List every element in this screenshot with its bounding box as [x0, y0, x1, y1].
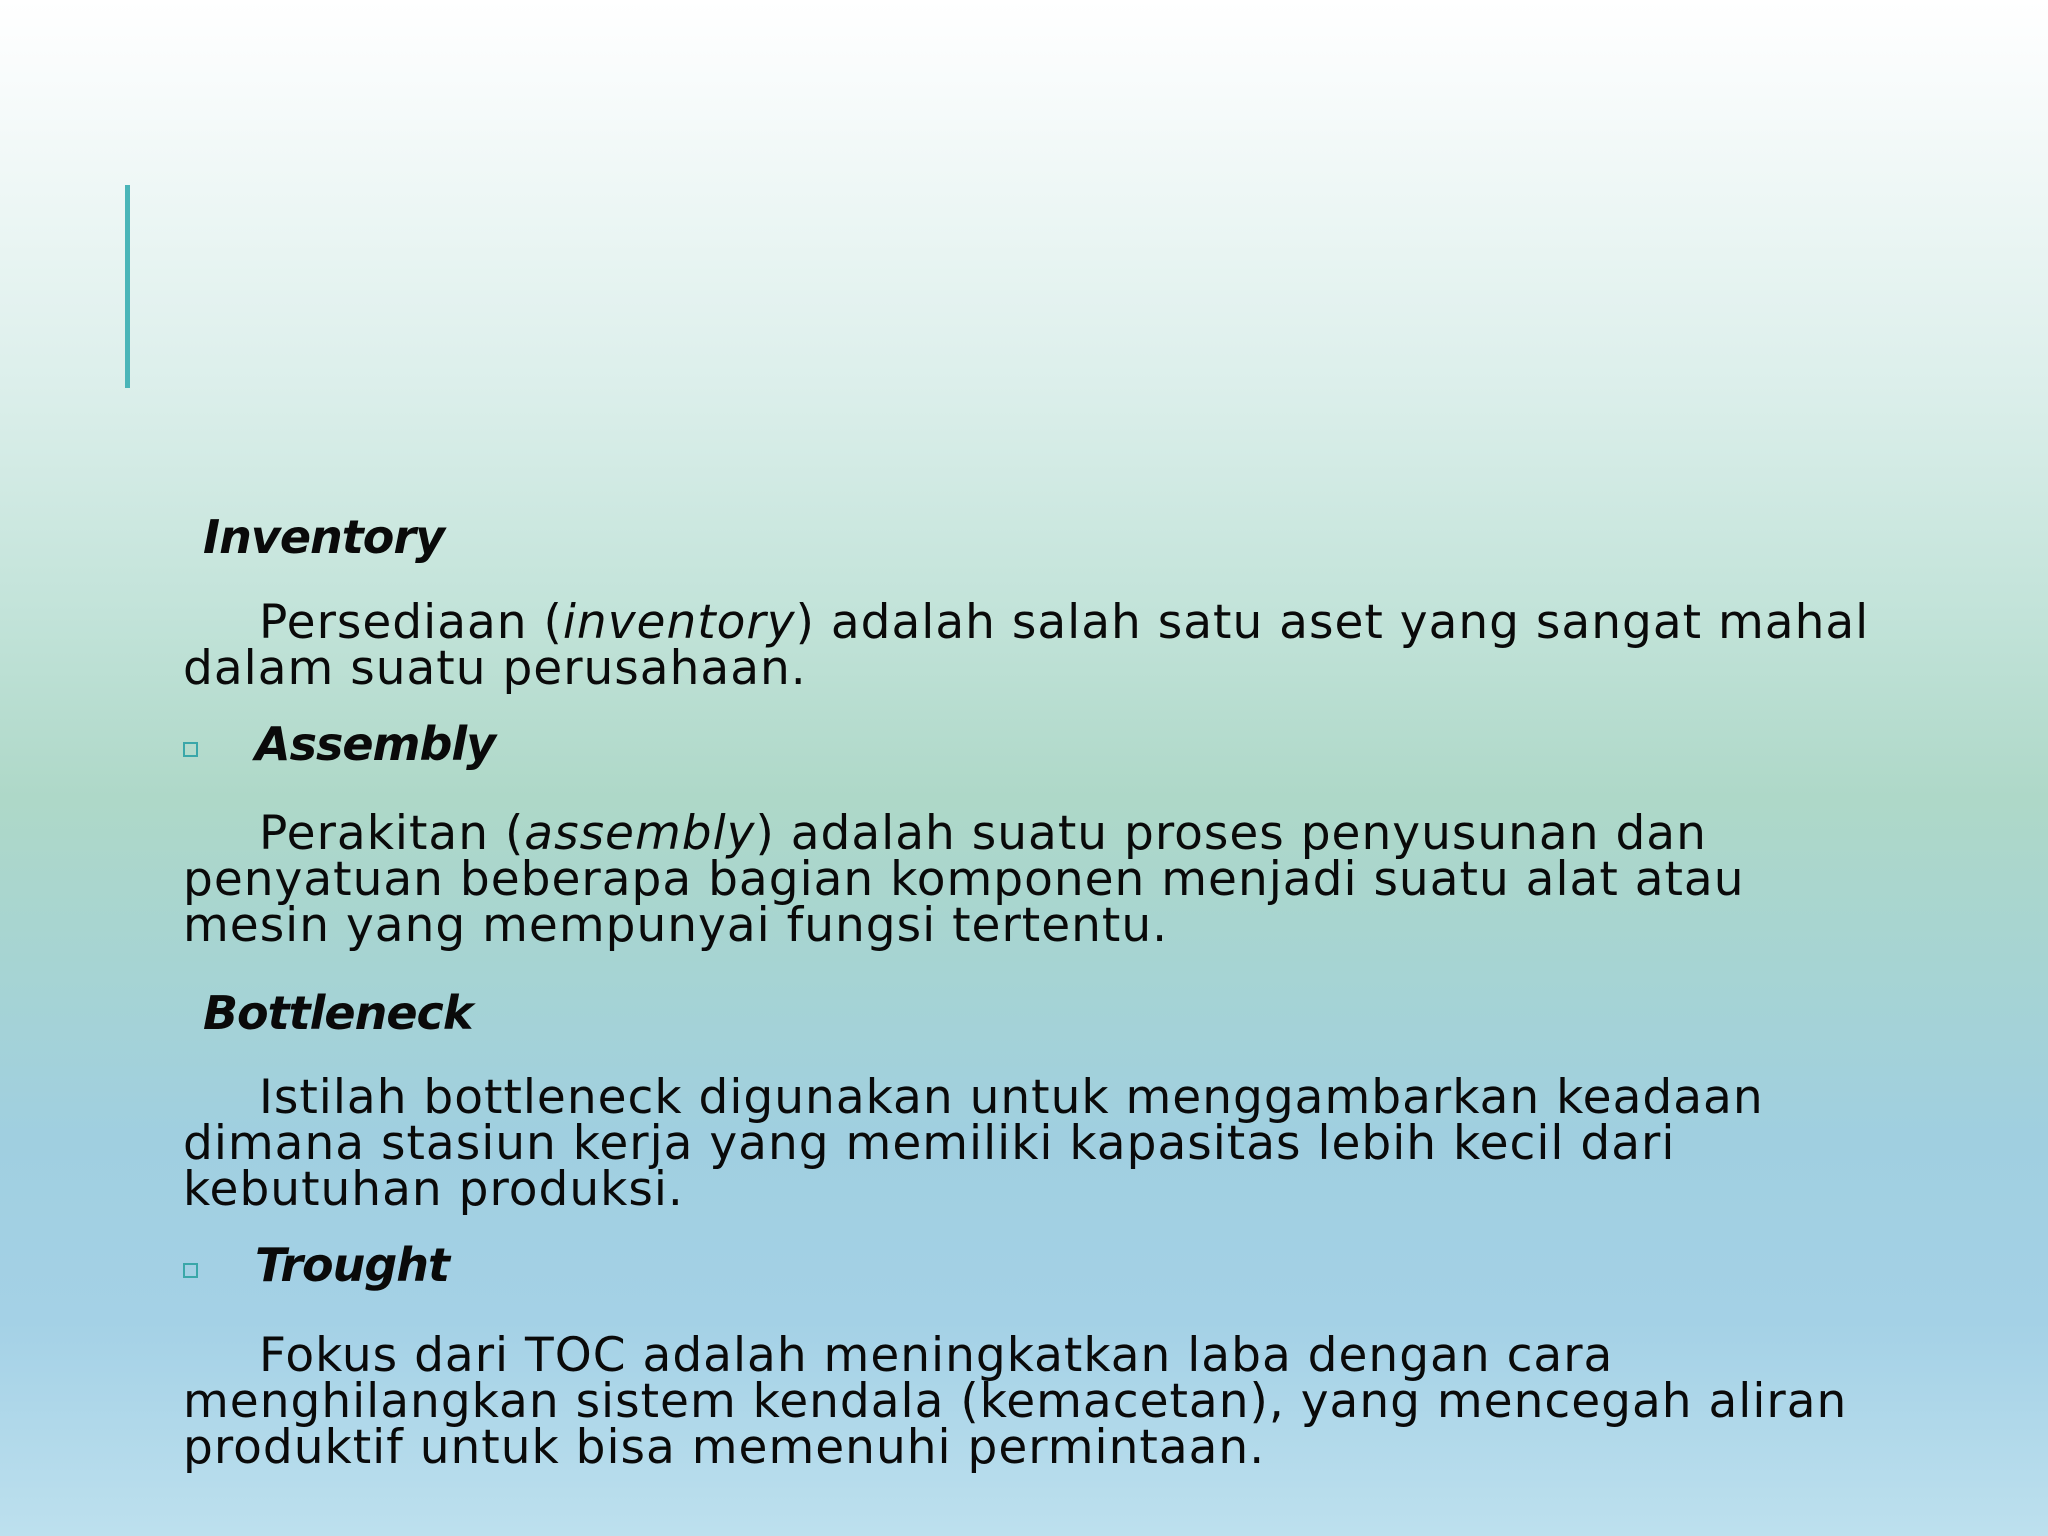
desc-trought-text: Fokus dari TOC adalah meningkatkan laba dengan cara menghilangkan sistem kendala (kemacetan), yang mencegah aliran produktif untuk bisa memenuhi permintaan.	[183, 1328, 1848, 1475]
term-bottleneck: Bottleneck	[203, 986, 473, 1040]
desc-trought	[183, 1328, 1883, 1475]
title-accent-bar	[125, 185, 130, 388]
desc-assembly-post: ) adalah suatu proses penyusunan dan penyatuan beberapa bagian komponen menjadi suatu alat atau mesin yang mempunyai fungsi tertentu.	[183, 806, 1745, 953]
desc-bottleneck-text: Istilah bottleneck digunakan untuk menggambarkan keadaan dimana stasiun kerja yang memiliki kapasitas lebih kecil dari kebutuhan produksi.	[183, 1070, 1764, 1217]
bullet-square-icon	[183, 742, 198, 757]
desc-assembly	[183, 806, 1883, 953]
desc-bottleneck	[183, 1070, 1883, 1217]
desc-inventory-italic: inventory	[562, 595, 796, 650]
desc-inventory-pre: Persediaan (	[259, 595, 563, 650]
term-assembly: Assembly	[255, 717, 496, 771]
desc-assembly-pre: Perakitan (	[259, 806, 525, 861]
desc-inventory	[183, 595, 1883, 696]
bullet-square-icon	[183, 1263, 198, 1278]
desc-assembly-italic: assembly	[524, 806, 756, 861]
desc-inventory-post: ) adalah salah satu aset yang sangat mahal dalam suatu perusahaan.	[183, 595, 1870, 696]
term-trought: Trought	[255, 1238, 450, 1292]
term-inventory: Inventory	[203, 510, 445, 564]
